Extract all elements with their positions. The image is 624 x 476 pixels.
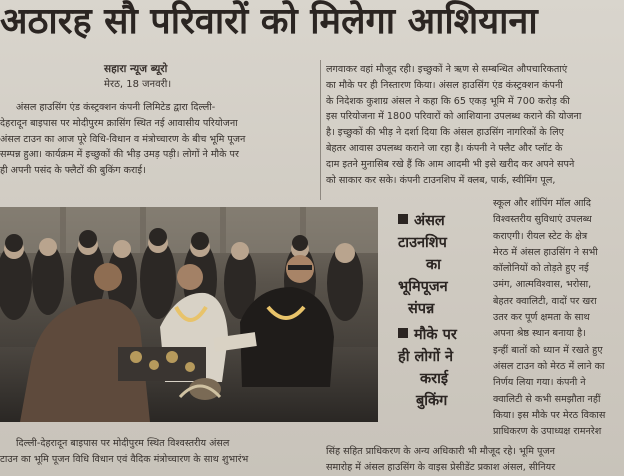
text-line: का मौके पर ही निस्तारण किया। अंसल हाउसिंग एंड कंस्ट्रक्शन कंपनी	[326, 79, 563, 91]
text-line: है। इच्छुकों की भीड़ ने दर्शा दिया कि अंसल हाउसिंग नागरिकों के लिए	[326, 127, 564, 139]
ceremony-photo	[0, 207, 378, 422]
text-line: सम्पन्न हुआ। कार्यक्रम में इच्छुकों की भीड़ उमड़ पड़ी। लोगों ने मौके पर	[0, 149, 239, 161]
sidebar-item-2-line: ही लोगों ने	[398, 349, 454, 365]
text-line: प्राधिकरण के उपाध्यक्ष रामनरेश	[493, 426, 602, 438]
square-bullet-icon	[398, 214, 408, 224]
text-line: बेहतर क्वालिटी, वादों पर खरा	[493, 295, 597, 307]
left-column-text	[0, 100, 318, 196]
text-line: कॉलोनियों को तोड़ते हुए नई	[493, 263, 589, 275]
sidebar-item-1-line: टाउनशिप	[398, 235, 447, 251]
text-line: ही अपनी पसंद के फ्लैटों की बुकिंग कराई।	[0, 165, 146, 177]
caption-line: दिल्ली-देहरादून बाइपास पर मोदीपुरम स्थित विश्वस्तरीय अंसल	[16, 438, 230, 449]
column-divider	[320, 60, 321, 200]
sidebar-item-2-line: कराई	[420, 371, 448, 387]
text-line: किया। इस मौके पर मेरठ विकास	[493, 409, 606, 421]
text-line: बेहतर आवास उपलब्ध कराने जा रहा है। कंपनी ने फ्लैट और प्लॉट के	[326, 142, 563, 154]
text-line: इस परियोजना में 1800 परिवारों को आशियाना उपलब्ध कराने की योजना	[326, 111, 582, 123]
caption-line: टाउन का भूमि पूजन विधि विधान एवं वैदिक मंत्रोच्चारण के साथ शुभारंभ	[0, 454, 249, 465]
text-line: निर्णय लिया गया। कंपनी ने	[493, 377, 586, 389]
text-line: समारोह में अंसल हाउसिंग के वाइस प्रेसीडेंट प्रकाश अंसल, सीनियर	[326, 461, 556, 473]
text-line: दाम इतने मुनासिब रखे हैं कि आम आदमी भी इसे खरीद कर अपने सपने	[326, 158, 575, 170]
bureau-credit: सहारा न्यूज ब्यूरो	[104, 63, 168, 75]
text-line: विश्वस्तरीय सुविधाएं उपलब्ध	[493, 214, 592, 226]
right-column-text	[326, 62, 624, 192]
text-line: को साकार कर सके। कंपनी टाउनशिप में क्लब, पार्क, स्वीमिंग पूल,	[326, 174, 556, 186]
sidebar-item-1-line: भूमिपूजन	[398, 279, 448, 295]
text-line: स्कूल और शॉपिंग मॉल आदि	[493, 198, 591, 209]
photo-caption	[0, 436, 318, 468]
dateline: मेरठ, 18 जनवरी।	[104, 79, 172, 90]
sidebar-item-2-line: बुकिंग	[416, 393, 448, 409]
bottom-right-text	[326, 444, 624, 476]
text-line: कराएगी। रीयल स्टेट के क्षेत्र	[493, 230, 588, 242]
text-line: अंसल टाउन का आज पूरे विधि-विधान व मंत्रोच्चारण के बीच भूमि पूजन	[0, 133, 246, 145]
square-bullet-icon	[398, 328, 408, 338]
sidebar-item-1-line: अंसल	[398, 210, 490, 232]
headline: अठारह सौ परिवारों को मिलेगा आशियाना	[0, 1, 538, 42]
sidebar-item-2-line: मौके पर	[398, 324, 490, 346]
text-line: सिंह सहित प्राधिकरण के अन्य अधिकारी भी मौजूद रहे। भूमि पूजन	[326, 446, 555, 457]
text-line: देहरादून बाइपास पर मोदीपुरम क्रासिंग स्थित नई आवासीय परियोजना	[0, 117, 238, 129]
sidebar-item-1-line: का	[426, 257, 441, 273]
sidebar-item-1-line: संपन्न	[408, 301, 435, 317]
narrow-column-text	[493, 196, 624, 444]
text-line: अपना श्रेष्ठ स्थान बनाया है।	[493, 328, 586, 340]
text-line: उमंग, आत्मविश्वास, भरोसा,	[493, 279, 592, 291]
photo-illustration	[0, 207, 378, 422]
text-line: के निदेशक कुशाग्र अंसल ने कहा कि 65 एकड़ भूमि में 700 करोड़ की	[326, 95, 570, 107]
sidebar-headline	[398, 210, 490, 412]
text-line: अंसल हाउसिंग एंड कंस्ट्रक्शन कंपनी लिमिटेड द्वारा दिल्ली-	[16, 102, 216, 113]
text-line: अंसल टाउन को मेरठ में लाने का	[493, 360, 605, 372]
text-line: लगवाकर वहां मौजूद रही। इच्छुकों ने ऋण से सम्बन्धित औपचारिकताएं	[326, 64, 568, 75]
text-line: मेरठ में अंसल हाउसिंग ने सभी	[493, 246, 598, 258]
text-line: क्वालिटी से कभी समझौता नहीं	[493, 393, 601, 405]
text-line: इन्हीं बातों को ध्यान में रखते हुए	[493, 344, 603, 356]
text-line: उतर कर पूर्ण क्षमता के साथ	[493, 312, 590, 324]
